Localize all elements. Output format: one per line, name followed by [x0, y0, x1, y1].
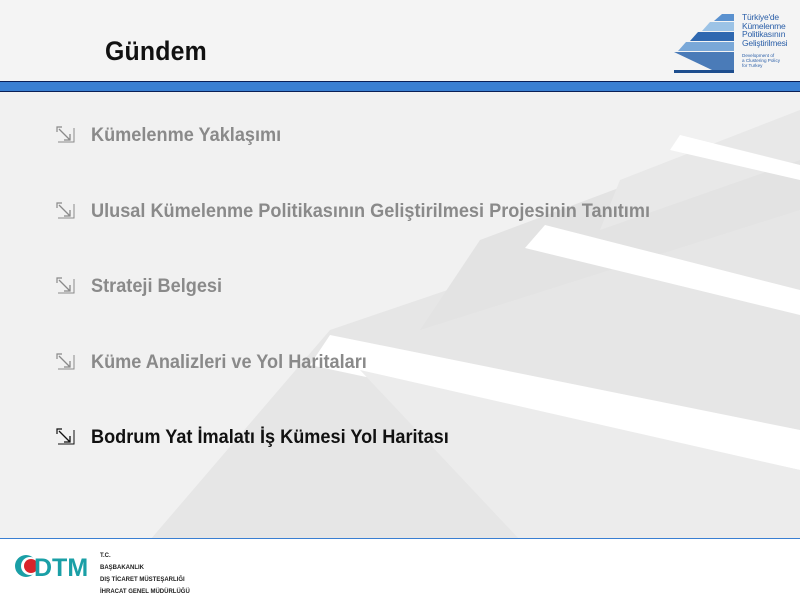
arrow-bullet-icon	[56, 202, 76, 220]
footer-line-text: BAŞBAKANLIK	[100, 565, 144, 571]
logo-line: Türkiye'de	[742, 12, 779, 22]
arrow-bullet-icon	[56, 353, 76, 371]
logo-sub-line: a Clustering Policy	[742, 57, 781, 63]
agenda-item-label: Kümelenme Yaklaşımı	[91, 123, 282, 146]
footer-institution-text	[100, 550, 190, 598]
dtm-logo	[12, 550, 89, 582]
arrow-bullet-icon	[56, 277, 76, 295]
agenda-item	[56, 120, 296, 150]
arrow-bullet-icon	[56, 126, 76, 144]
logo-line: Politikasının	[742, 29, 786, 40]
agenda-item-active	[56, 422, 476, 452]
dtm-logo-text: DTM	[34, 554, 89, 582]
footer-line-text: DIŞ TİCARET MÜSTEŞARLIĞI	[100, 577, 185, 583]
arrow-bullet-icon	[56, 428, 76, 446]
logo-sub-line: for Turkey	[742, 62, 763, 68]
footer-line-text: T.C.	[100, 553, 111, 559]
agenda-item	[56, 271, 232, 301]
logo-line: Geliştirilmesi	[742, 37, 788, 48]
logo-sub-line: Development of	[742, 53, 775, 58]
agenda-item-label: Ulusal Kümelenme Politikasının Geliştirilmesi Projesinin Tanıtımı	[91, 199, 650, 222]
page-title: Gündem	[105, 36, 207, 66]
agenda-item-label: Küme Analizleri ve Yol Haritaları	[91, 350, 367, 373]
agenda-item-label: Strateji Belgesi	[91, 274, 223, 297]
logo-line: Kümelenme	[742, 20, 786, 31]
agenda-item	[56, 196, 692, 226]
footer-line-text: İHRACAT GENEL MÜDÜRLÜĞÜ	[100, 589, 190, 595]
agenda-item-label: Bodrum Yat İmalatı İş Kümesi Yol Haritası	[91, 425, 449, 448]
footer-divider	[0, 538, 800, 539]
slide-footer	[0, 538, 800, 600]
agenda-item	[56, 347, 388, 377]
